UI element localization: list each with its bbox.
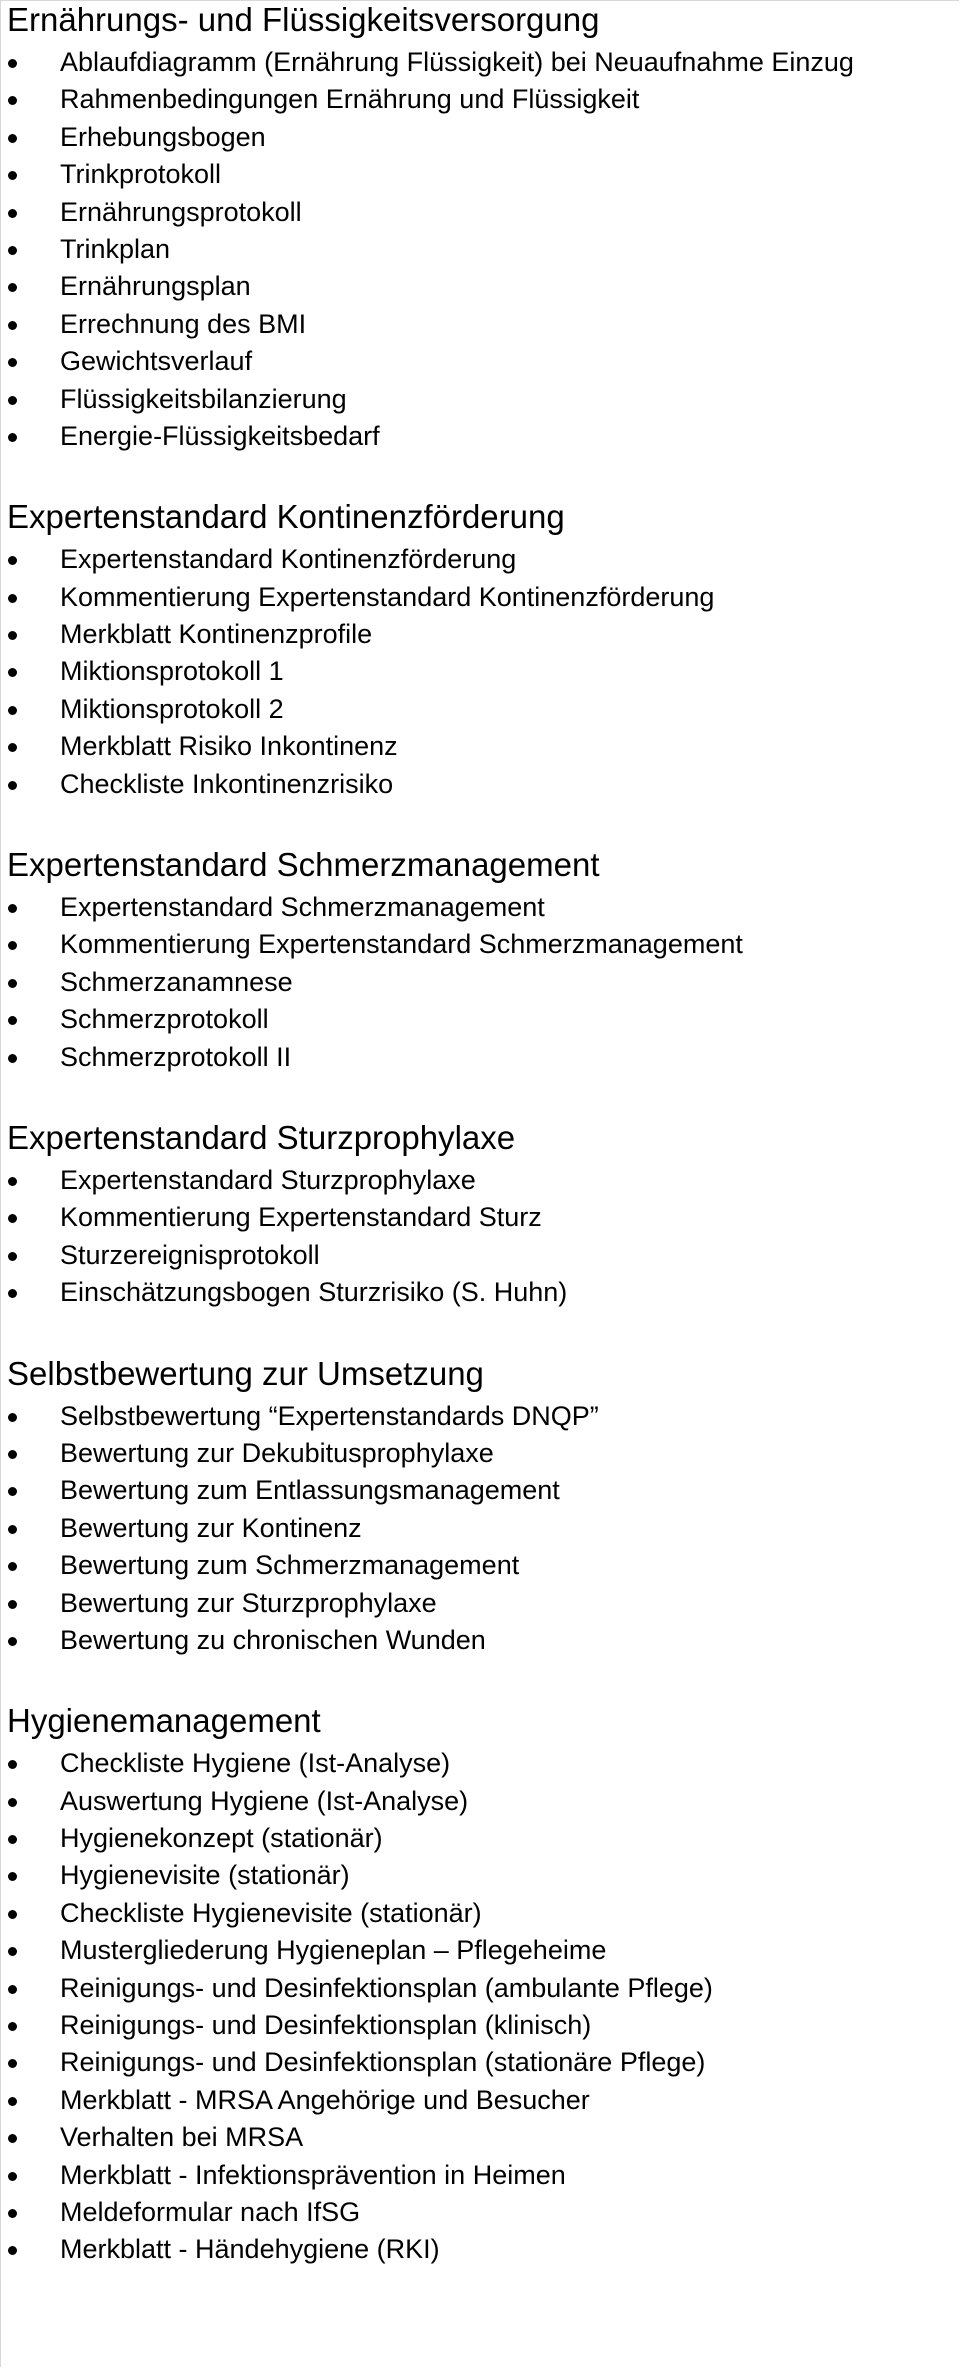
list-item-text: Bewertung zur Dekubitusprophylaxe <box>60 1437 494 1468</box>
bullet-dot-icon <box>8 171 17 180</box>
list-item-text: Bewertung zur Kontinenz <box>60 1512 362 1543</box>
bullet-dot-icon <box>8 1985 17 1994</box>
bullet-list <box>1 889 959 1076</box>
bullet-dot-icon <box>8 1289 17 1298</box>
bullet-dot-icon <box>8 1054 17 1063</box>
list-item-text: Checkliste Hygienevisite (stationär) <box>60 1897 482 1928</box>
list-item <box>1 616 959 653</box>
bullet-dot-icon <box>8 631 17 640</box>
list-item-text: Meldeformular nach IfSG <box>60 2196 361 2227</box>
bullet-dot-icon <box>8 321 17 330</box>
document-section <box>1 1119 959 1312</box>
list-item <box>1 268 959 305</box>
list-item-text: Miktionsprotokoll 1 <box>60 656 284 687</box>
bullet-dot-icon <box>8 396 17 405</box>
bullet-dot-icon <box>8 2097 17 2106</box>
list-item <box>1 2157 959 2194</box>
list-item-text: Kommentierung Expertenstandard Sturz <box>60 1202 542 1233</box>
list-item <box>1 1162 959 1199</box>
list-item <box>1 343 959 380</box>
bullet-dot-icon <box>8 2246 17 2255</box>
bullet-dot-icon <box>8 1177 17 1186</box>
list-item <box>1 728 959 765</box>
list-item <box>1 1472 959 1509</box>
document-section <box>1 1 959 455</box>
list-item-text: Expertenstandard Kontinenzförderung <box>60 544 517 575</box>
list-item <box>1 1895 959 1932</box>
bullet-dot-icon <box>8 2059 17 2068</box>
list-item-text: Bewertung zum Entlassungsmanagement <box>60 1475 560 1506</box>
list-item-text: Hygienekonzept (stationär) <box>60 1823 383 1854</box>
list-item <box>1 2007 959 2044</box>
list-item <box>1 691 959 728</box>
bullet-dot-icon <box>8 668 17 677</box>
document-section <box>1 498 959 803</box>
list-item <box>1 1585 959 1622</box>
list-item <box>1 1001 959 1038</box>
bullet-dot-icon <box>8 358 17 367</box>
list-item <box>1 1622 959 1659</box>
list-item-text: Merkblatt Kontinenzprofile <box>60 619 373 650</box>
list-item-text: Reinigungs- und Desinfektionsplan (ambulante Pflege) <box>60 1972 713 2003</box>
list-item <box>1 579 959 616</box>
list-item <box>1 231 959 268</box>
bullet-dot-icon <box>8 283 17 292</box>
section-heading: Expertenstandard Schmerzmanagement <box>7 846 600 884</box>
bullet-dot-icon <box>8 209 17 218</box>
bullet-dot-icon <box>8 1872 17 1881</box>
bullet-dot-icon <box>8 1600 17 1609</box>
list-item <box>1 2082 959 2119</box>
list-item <box>1 964 959 1001</box>
bullet-dot-icon <box>8 556 17 565</box>
bullet-dot-icon <box>8 1487 17 1496</box>
list-item <box>1 1970 959 2007</box>
section-heading: Ernährungs- und Flüssigkeitsversorgung <box>7 1 600 38</box>
list-item-text: Verhalten bei MRSA <box>60 2122 304 2153</box>
bullet-list <box>1 44 959 455</box>
list-item-text: Auswertung Hygiene (Ist-Analyse) <box>60 1785 469 1816</box>
document-section <box>1 846 959 1076</box>
list-item-text: Kommentierung Expertenstandard Kontinenzförderung <box>60 581 715 612</box>
list-item <box>1 653 959 690</box>
list-item-text: Energie-Flüssigkeitsbedarf <box>60 420 380 451</box>
section-heading: Hygienemanagement <box>7 1702 321 1740</box>
section-heading: Expertenstandard Sturzprophylaxe <box>7 1118 516 1156</box>
list-item-text: Ernährungsprotokoll <box>60 196 302 227</box>
section-heading: Expertenstandard Kontinenzförderung <box>7 498 565 536</box>
list-item-text: Einschätzungsbogen Sturzrisiko (S. Huhn) <box>60 1277 568 1308</box>
list-item-text: Ablaufdiagramm (Ernährung Flüssigkeit) bei Neuaufnahme Einzug <box>60 47 854 77</box>
list-item-text: Schmerzprotokoll II <box>60 1041 292 1072</box>
list-item-text: Schmerzprotokoll <box>60 1004 269 1035</box>
bullet-dot-icon <box>8 1637 17 1646</box>
list-item <box>1 306 959 343</box>
list-item-text: Hygienevisite (stationär) <box>60 1860 350 1891</box>
list-item-text: Checkliste Inkontinenzrisiko <box>60 768 394 799</box>
bullet-dot-icon <box>8 1835 17 1844</box>
section-heading: Selbstbewertung zur Umsetzung <box>7 1354 484 1392</box>
list-item-text: Gewichtsverlauf <box>60 346 253 377</box>
list-item <box>1 1435 959 1472</box>
list-item <box>1 1857 959 1894</box>
list-item <box>1 1783 959 1820</box>
list-item-text: Selbstbewertung “Expertenstandards DNQP” <box>60 1400 599 1431</box>
list-item-text: Merkblatt - MRSA Angehörige und Besucher <box>60 2084 590 2115</box>
bullet-dot-icon <box>8 2209 17 2218</box>
list-item <box>1 156 959 193</box>
bullet-dot-icon <box>8 1910 17 1919</box>
bullet-dot-icon <box>8 1947 17 1956</box>
list-item <box>1 119 959 156</box>
bullet-dot-icon <box>8 941 17 950</box>
list-item-text: Rahmenbedingungen Ernährung und Flüssigkeit <box>60 84 640 115</box>
list-item-text: Checkliste Hygiene (Ist-Analyse) <box>60 1748 451 1779</box>
bullet-dot-icon <box>8 1798 17 1807</box>
list-item <box>1 926 959 963</box>
section-spacer <box>1 1076 959 1119</box>
list-item <box>1 541 959 578</box>
list-item-text: Reinigungs- und Desinfektionsplan (stationäre Pflege) <box>60 2047 706 2078</box>
bullet-dot-icon <box>8 433 17 442</box>
list-item-text: Schmerzanamnese <box>60 966 293 997</box>
bullet-dot-icon <box>8 2134 17 2143</box>
list-item-text: Ernährungsplan <box>60 271 251 302</box>
list-item <box>1 889 959 926</box>
bullet-dot-icon <box>8 1214 17 1223</box>
list-item-text: Merkblatt - Händehygiene (RKI) <box>60 2234 440 2265</box>
document-section <box>1 1355 959 1660</box>
list-item-text: Trinkplan <box>60 233 171 264</box>
list-item-text: Expertenstandard Schmerzmanagement <box>60 892 545 923</box>
list-item-text: Bewertung zur Sturzprophylaxe <box>60 1587 437 1618</box>
list-item <box>1 1039 959 1076</box>
bullet-dot-icon <box>8 904 17 913</box>
section-spacer <box>1 1659 959 1702</box>
bullet-dot-icon <box>8 1016 17 1025</box>
list-item <box>1 1932 959 1969</box>
list-item-text: Expertenstandard Sturzprophylaxe <box>60 1164 476 1195</box>
list-item-text: Miktionsprotokoll 2 <box>60 693 284 724</box>
list-item-text: Mustergliederung Hygieneplan – Pflegeheime <box>60 1935 607 1966</box>
list-item-text: Merkblatt - Infektionsprävention in Heimen <box>60 2159 566 2190</box>
document-section <box>1 1702 959 2268</box>
list-item <box>1 1547 959 1584</box>
list-item <box>1 1237 959 1274</box>
bullet-dot-icon <box>8 1525 17 1534</box>
section-spacer <box>1 803 959 846</box>
list-item <box>1 81 959 118</box>
list-item-text: Erhebungsbogen <box>60 121 266 152</box>
section-spacer <box>1 1312 959 1355</box>
list-item-text: Bewertung zu chronischen Wunden <box>60 1624 486 1655</box>
list-item <box>1 766 959 803</box>
list-item <box>1 1199 959 1236</box>
list-item-text: Sturzereignisprotokoll <box>60 1239 320 1270</box>
list-item-text: Kommentierung Expertenstandard Schmerzmanagement <box>60 929 743 960</box>
list-item <box>1 381 959 418</box>
bullet-dot-icon <box>8 1450 17 1459</box>
bullet-dot-icon <box>8 594 17 603</box>
bullet-dot-icon <box>8 246 17 255</box>
bullet-dot-icon <box>8 59 17 68</box>
list-item <box>1 1274 959 1311</box>
list-item <box>1 1745 959 1782</box>
list-item <box>1 1820 959 1857</box>
list-item-text: Reinigungs- und Desinfektionsplan (klinisch) <box>60 2010 592 2041</box>
list-item <box>1 1398 959 1435</box>
list-item <box>1 44 959 81</box>
list-item <box>1 418 959 455</box>
bullet-list <box>1 541 959 803</box>
list-item-text: Errechnung des BMI <box>60 308 307 339</box>
bullet-list <box>1 1162 959 1312</box>
list-item-text: Bewertung zum Schmerzmanagement <box>60 1550 520 1581</box>
list-item-text: Trinkprotokoll <box>60 159 222 190</box>
list-item <box>1 1510 959 1547</box>
bullet-list <box>1 1745 959 2268</box>
bullet-dot-icon <box>8 743 17 752</box>
list-item <box>1 2194 959 2231</box>
list-item-text: Merkblatt Risiko Inkontinenz <box>60 731 398 762</box>
bullet-dot-icon <box>8 979 17 988</box>
bullet-dot-icon <box>8 1562 17 1571</box>
bullet-dot-icon <box>8 96 17 105</box>
bullet-dot-icon <box>8 2022 17 2031</box>
section-spacer <box>1 455 959 498</box>
list-item <box>1 2044 959 2081</box>
bullet-dot-icon <box>8 1413 17 1422</box>
list-item-text: Flüssigkeitsbilanzierung <box>60 383 347 414</box>
bullet-dot-icon <box>8 2172 17 2181</box>
bullet-dot-icon <box>8 1760 17 1769</box>
bullet-dot-icon <box>8 706 17 715</box>
bullet-dot-icon <box>8 134 17 143</box>
bullet-dot-icon <box>8 781 17 790</box>
bullet-dot-icon <box>8 1252 17 1261</box>
list-item <box>1 2231 959 2268</box>
list-item <box>1 194 959 231</box>
list-item <box>1 2119 959 2156</box>
bullet-list <box>1 1398 959 1660</box>
